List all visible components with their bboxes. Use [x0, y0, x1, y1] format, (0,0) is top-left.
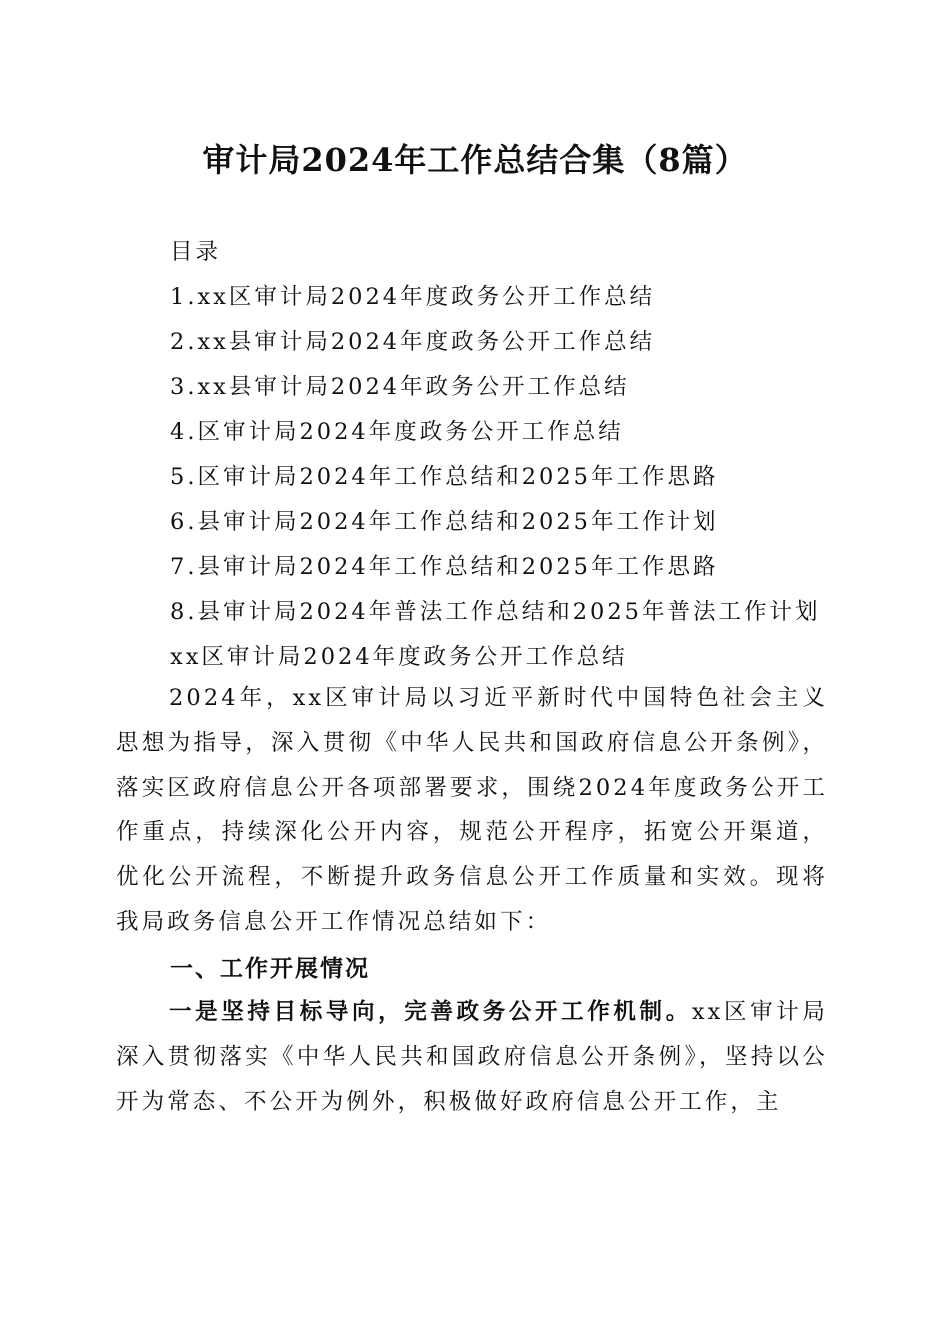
toc-item-1: 1.xx区审计局2024年度政务公开工作总结 — [170, 284, 656, 310]
toc-item-5: 5.区审计局2024年工作总结和2025年工作思路 — [170, 464, 719, 490]
intro-paragraph: 2024年，xx区审计局以习近平新时代中国特色社会主义思想为指导，深入贯彻《中华人民共和国政府信息公开条例》，落实区政府信息公开各项部署要求，围绕2024年度政务公开工作重点，持续深化公开内容，规范公开程序，拓宽公开渠道，优化公开流程，不断提升政务信息公开工作质量和实效。现将我局政务信息公开工作情况总结如下： — [116, 685, 828, 935]
paragraph-lead: 一是坚持目标导向，完善政务公开工作机制。 — [169, 999, 692, 1025]
toc-item-4: 4.区审计局2024年度政务公开工作总结 — [170, 419, 624, 445]
section-title: xx区审计局2024年度政务公开工作总结 — [170, 644, 628, 670]
toc-item-8: 8.县审计局2024年普法工作总结和2025年普法工作计划 — [170, 599, 821, 625]
body-paragraph-1 — [116, 990, 828, 1124]
toc-item-6: 6.县审计局2024年工作总结和2025年工作计划 — [170, 509, 719, 535]
document-title: 审计局2024年工作总结合集（8篇） — [202, 141, 748, 179]
toc-label: 目录 — [170, 239, 222, 265]
toc-item-2: 2.xx县审计局2024年度政务公开工作总结 — [170, 329, 656, 355]
toc-item-3: 3.xx县审计局2024年政务公开工作总结 — [170, 374, 630, 400]
section-heading-1: 一、工作开展情况 — [170, 955, 370, 982]
toc-item-7: 7.县审计局2024年工作总结和2025年工作思路 — [170, 554, 719, 580]
paragraph-body: xx区审计局深入贯彻落实《中华人民共和国政府信息公开条例》，坚持以公开为常态、不公开为例外，积极做好政府信息公开工作，主 — [116, 999, 828, 1115]
